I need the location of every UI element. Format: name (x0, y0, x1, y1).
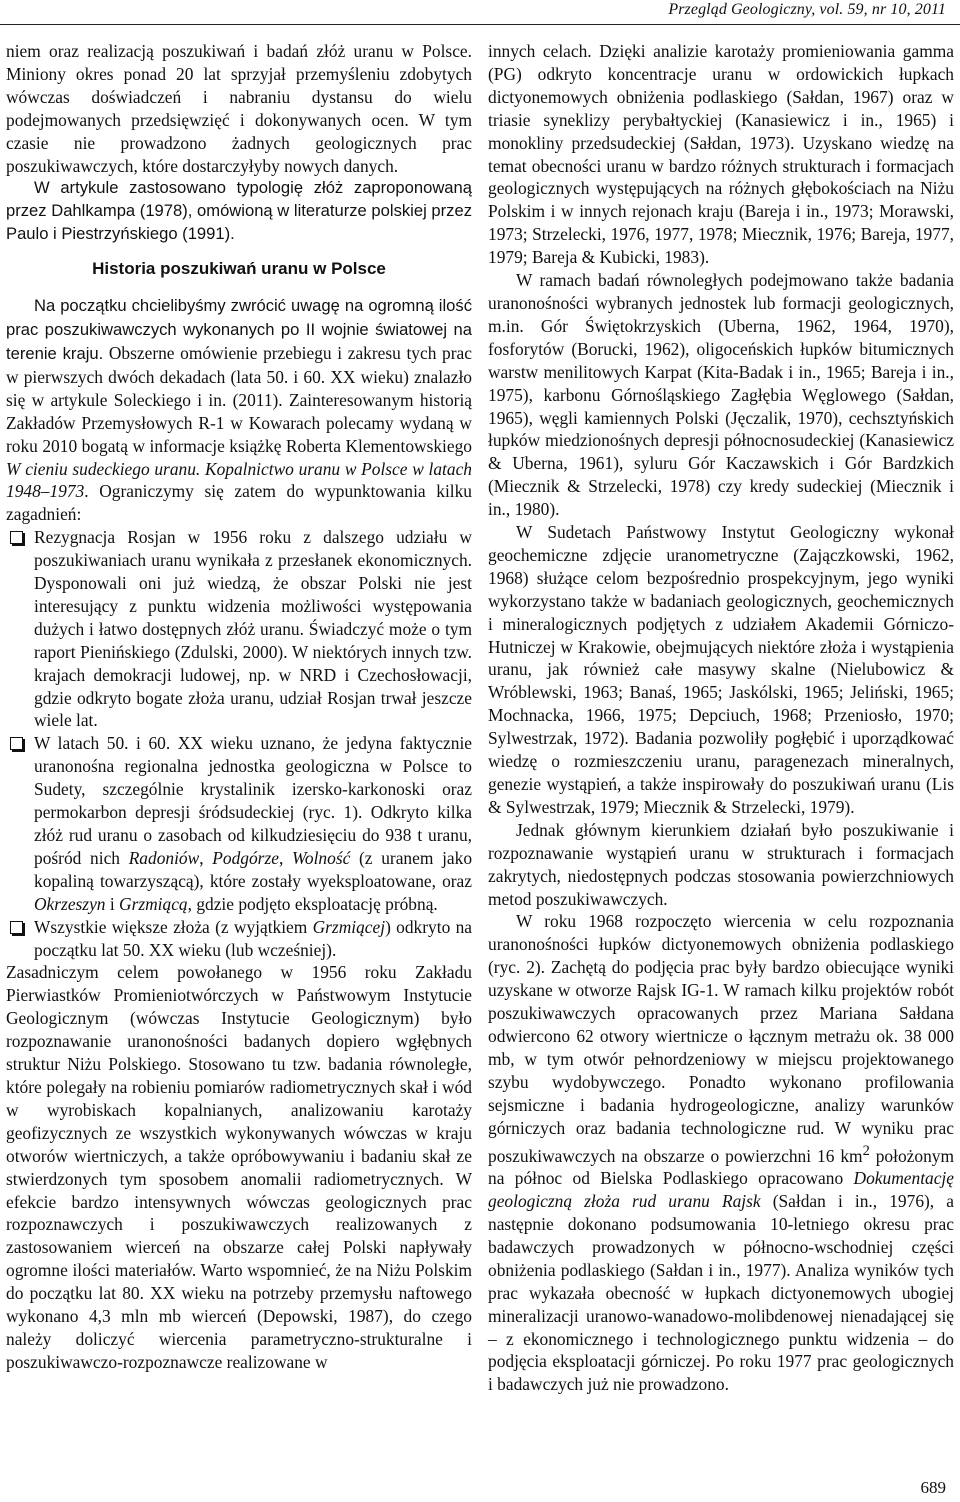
separator-text: i (105, 893, 120, 914)
journal-title: Przegląd Geologiczny, vol. 59, nr 10, 2011 (668, 1, 946, 18)
bullet-text: Wszystkie większe złoża (z wyjątkiem (34, 916, 313, 937)
list-item (6, 526, 472, 732)
superscript: 2 (862, 1142, 870, 1159)
history-lead-text: Na początku chcielibyśmy zwrócić uwagę na ogromną ilość prac poszukiwawczych wykonanych po II wojnie światowej na terenie kraju. (6, 296, 472, 363)
checkbox-bullet-icon (10, 737, 23, 750)
bullet-text: ) odkryto na początku lat 50. XX wieku (lub wcześniej). (34, 916, 472, 960)
rajsk-text: W roku 1968 rozpoczęto wiercenia w celu rozpoznania uranonośności łupków dictyonemowych obniżenia podlaskiego (ryc. 2). Zachętą do podjęcia prac były bardzo obiecujące wyniki uzyskane w otworze Rajsk IG-1. W ramach kilku projektów robót poszukiwawczych opracowanych przez Mariana Sałdana odwiercono 62 otwory wiertnicze o łącznym metrażu ok. 38 000 mb, w tym otwór pełnordzeniowy w miejscu projektowanego szybu wydobywczego. Ponadto wykonano profilowania sejsmiczne i badania hydrogeologiczne, analizy warunków górniczych oraz badania technologiczne rud. W wyniku prac poszukiwawczych na obszarze o powierzchni 16 km (488, 911, 954, 1166)
paragraph-history (6, 294, 472, 526)
deposit-name: Grzmiącej (312, 916, 386, 937)
checkbox-bullet-icon (10, 531, 23, 544)
deposit-name: Podgórze (212, 847, 279, 868)
rajsk-text: położonym na północ od Bielska Podlaskiego opracowano (488, 1145, 954, 1189)
rajsk-text-end: (Sałdan i in., 1976), a następnie dokonano podsumowania 10-letniego okresu prac badawczych prowadzonych w północno-wschodniej części obniżenia podlaskiego (Sałdan i in., 1977). Analiza wyników tych prac wykazała obecność w łupkach dictyonemowych ubogiej mineralizacji uranowo-wanadowo-molibdenowej nienadającej się – z ekonomicznego i technologicznego punktu widzenia – do podjęcia eksploatacji górniczej. Po roku 1977 prac geologicznych i badawczych już nie prowadzono. (488, 1191, 954, 1395)
checkbox-bullet-icon (10, 921, 23, 934)
deposit-name: Grzmiącą (119, 893, 188, 914)
list-item (6, 916, 472, 962)
deposit-name: Wolność (292, 847, 351, 868)
section-heading: Historia poszukiwań uranu w Polsce (92, 259, 386, 279)
history-text: Obszerne omówienie przebiegu i zakresu tych prac w pierwszych dwóch dekadach (lata 50. i 60. XX wieku) znalazło się w artykule Soleckiego i in. (2011). Zainteresowanym historią Zakładów Przemysłowych R-1 w Kowarach polecamy wydaną w roku 2010 bogatą w informacje książkę Roberta Klementowskiego (6, 342, 472, 456)
separator-text: , (278, 847, 293, 868)
paragraph-intro-continued: niem oraz realizacją poszukiwań i badań złóż uranu w Polsce. Miniony okres ponad 20 lat sprzyjał przemyśleniu zdobytych wówczas doświadczeń i nabraniu dystansu do wielu podejmowanych przedsięwzięć i dokonywanych ocen. W tym czasie nie prowadzono żadnych geologicznych prac poszukiwawczych, które dostarczyłyby nowych danych. (6, 41, 472, 176)
deposit-name: Okrzeszyn (34, 893, 106, 914)
paragraph-main-direction: Jednak głównym kierunkiem działań było poszukiwanie i rozpoznawanie wystąpień uranu w strukturach i formacjach zakrytych, niedostępnych podczas stosowania powierzchniowych metod poszukiwawczych. (488, 819, 954, 909)
history-text-end: . Ograniczymy się zatem do wypunktowania kilku zagadnień: (6, 481, 472, 525)
book-title: W cieniu sudeckiego uranu. Kopalnictwo uranu w Polsce w latach 1948–1973 (6, 458, 472, 502)
page-number: 689 (920, 1478, 946, 1497)
paragraph-gamma: innych celach. Dzięki analizie karotaży promieniowania gamma (PG) odkryto koncentracje uranu w ordowickich łupkach dictyonemowych obniżenia podlaskiego (Sałdan, 1967) oraz w triasie syneklizy perybałtyckiej (Kanasiewicz i in., 1965) i monokliny przedsudeckiej (Sałdan, 1973). Uzyskano wiedzę na temat obecności uranu w bardzo różnych strukturach i formacjach geologicznych występujących na różnych głębokościach na Niżu Polskim i w innych rejonach kraju (Bareja i in., 1973; Morawski, 1973; Strzelecki, 1976, 1977, 1978; Miecznik, 1976; Bareja, 1977, 1979; Bareja & Kubicki, 1983). (488, 41, 954, 268)
bullet-text: W latach 50. i 60. XX wieku uznano, że jedyna faktycznie uranonośna regionalna jednostka geologiczna w Polsce to Sudety, szczególnie krystalinik izersko-karkonoski oraz permokarbon depresji śródsudeckiej (ryc. 1). Odkryto kilka złóż rud uranu o zasobach od kilkudziesięciu do 938 t uranu, pośród nich (34, 733, 472, 868)
deposit-name: Radoniów (128, 847, 200, 868)
right-column (488, 40, 954, 1396)
bullet-text: , gdzie podjęto eksploatację próbną. (187, 893, 438, 914)
running-header (0, 0, 960, 25)
left-column (6, 40, 472, 1374)
bullet-list (6, 526, 472, 961)
bullet-text: Rezygnacja Rosjan w 1956 roku z dalszego udziału w poszukiwaniach uranu wynikała z przesłanek ekonomicznych. Dysponowali oni już wiedzą, że obszar Polski nie jest interesujący z punktu widzenia możliwości występowania dużych i łatwo dostępnych złóż uranu. Świadczyć może o tym raport Pienińskiego (Zdulski, 2000). W niektórych innych tzw. krajach demokracji ludowej, np. w NRD i Czechosłowacji, gdzie odkryto bogate złoża uranu, udział Rosjan trwał jeszcze wiele lat. (34, 527, 472, 731)
bullet-text: (z uranem jako kopaliną towarzyszącą), które zostały wyeksploatowane, oraz (34, 847, 473, 891)
paragraph-parallel-research: W ramach badań równoległych podejmowano także badania uranonośności wybranych jednostek lub formacji geologicznych, m.in. Gór Świętokrzyskich (Uberna, 1962, 1964, 1970), fosforytów (Borucki, 1962), oligoceńskich łupków bitumicznych warstw menilitowych Karpat (Kita-Badak i in., 1965; Bareja i in., 1975), karbonu Górnośląskiego Zagłębia Węglowego (Sałdan, 1965), węgli kamiennych Polski (Jęczalik, 1970), cechsztyńskich łupków miedzionośnych depresji północnosudeckiej (Kanasiewicz & Uberna, 1961), syluru Gór Kaczawskich i Gór Bardzkich (Miecznik & Strzelecki, 1978) czy kredy sudeckiej (Miecznik i in., 1980). (488, 270, 954, 520)
paragraph-rajsk (488, 910, 954, 1396)
list-item (6, 732, 472, 915)
separator-text: , (199, 847, 213, 868)
paragraph-institute: Zasadniczym celem powołanego w 1956 roku Zakładu Pierwiastków Promieniotwórczych w Państwowym Instytucie Geologicznym (wówczas Instytucie Geologicznym) było rozpoznawanie uranonośności badanych dopiero wgłębnych struktur Niżu Polskiego. Stosowano tu tzw. badania równoległe, które polegały na robieniu pomiarów radiometrycznych skał i wód w wyrobiskach kopalnianych, analizowaniu karotaży geofizycznych ze wszystkich wykonywanych wówczas w kraju otworów wiertniczych, a także opróbowywaniu i badaniu skał ze stwierdzonych tym sposobem anomalii radiometrycznych. W efekcie bardzo intensywnych wówczas geologicznych prac rozpoznawczych i poszukiwawczych realizowanych z zastosowaniem wierceń na obszarze całej Polski napływały ogromne ilości materiałów. Warto wspomnieć, że na Niżu Polskim do początku lat 80. XX wieku na potrzeby przemysłu naftowego wykonano 4,3 mln mb wierceń (Depowski, 1987), do czego należy doliczyć wiercenia parametryczno-strukturalne i poszukiwawczo-rozpoznawcze realizowane w (6, 962, 472, 1372)
paragraph-typology: W artykule zastosowano typologię złóż zaproponowaną przez Dahlkampa (1978), omówioną w literaturze polskiej przez Paulo i Piestrzyńskiego (1991). (6, 178, 472, 244)
document-title: Dokumentację geologiczną złoża rud uranu Rajsk (488, 1168, 954, 1212)
paragraph-sudetes: W Sudetach Państwowy Instytut Geologiczny wykonał geochemiczne zdjęcie uranometryczne (Zajączkowski, 1962, 1968) służące celom bezpośrednio prospekcyjnym, jego wyniki wykorzystano także w badaniach geologicznych, geochemicznych i mineralogicznych podjętych z udziałem Akademii Górniczo-Hutniczej w Krakowie, obejmujących niektóre złoża i wystąpienia uranu, jak również całe masywy skalne (Nielubowicz & Wróblewski, 1963; Banaś, 1965; Jaskólski, 1965; Jeliński, 1965; Mochnacka, 1966, 1975; Depciuch, 1968; Przeniosło, 1970; Sylwestrzak, 1972). Badania pozwoliły pogłębić i uporządkować wiedzę o rozmieszczeniu uranu, paragenezach mineralnych, genezie wystąpień, a także inspirowały do poszukiwań uranu (Lis & Sylwestrzak, 1979; Miecznik & Strzelecki, 1979). (488, 522, 954, 817)
